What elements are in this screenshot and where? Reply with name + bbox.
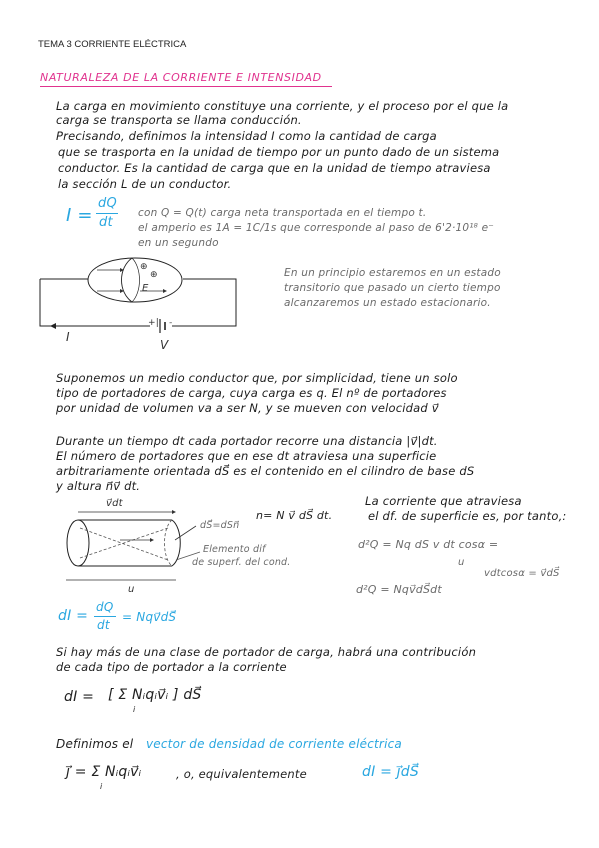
field-label: E: [142, 283, 149, 294]
di-rhs: = Nqv⃗dS⃗: [122, 610, 177, 624]
page-header: TEMA 3 CORRIENTE ELÉCTRICA: [38, 39, 187, 50]
di-fraction-bar: [94, 616, 116, 617]
cylinder-bottom-label: u: [128, 584, 135, 595]
charge-plus-1: ⊕: [140, 262, 148, 272]
di-denominator: dt: [97, 618, 110, 632]
multiple-line-2: de cada tipo de portador a la corriente: [56, 660, 287, 674]
di-numerator: dQ: [96, 600, 114, 614]
intensity-note-3: en un segundo: [138, 237, 219, 249]
intensity-lhs: I =: [66, 205, 93, 226]
carriers-line-3: por unidad de volumen va a ser N, y se mueven con velocidad v⃗: [56, 401, 439, 415]
intensity-numerator: dQ: [98, 196, 117, 211]
during-line-3: arbitrariamente orientada dS⃗ es el contenido en el cilindro de base dS: [56, 464, 475, 478]
intro-line-3: Precisando, definimos la intensidad I como la cantidad de carga: [56, 129, 437, 143]
right-line-1: La corriente que atraviesa: [365, 494, 522, 508]
intensity-note-2: el amperio es 1A = 1C/1s que corresponde al paso de 6'2·10¹⁸ e⁻: [138, 222, 495, 234]
carrier-count-equation: n= N v⃗ dS⃗ dt.: [256, 509, 333, 522]
during-line-2: El número de portadores que en ese dt atraviesa una superficie: [56, 449, 437, 463]
intro-line-2: carga se transporta se llama conducción.: [56, 113, 302, 127]
cylinder-element-label-2: de superf. del cond.: [192, 557, 291, 568]
circuit-note-2: transitorio que pasado un cierto tiempo: [284, 282, 501, 294]
di-lhs: dI =: [58, 608, 88, 624]
current-label: I: [66, 330, 70, 344]
density-middle: , o, equivalentemente: [176, 767, 307, 781]
density-prefix: Definimos el: [56, 737, 134, 751]
cylinder-element-label-1: Elemento dif: [203, 544, 266, 555]
carriers-line-1: Suponemos un medio conductor que, por simplicidad, tiene un solo: [56, 371, 458, 385]
multiple-line-1: Si hay más de una clase de portador de carga, habrá una contribución: [56, 645, 477, 659]
multiple-formula-sub: i: [133, 705, 136, 714]
intensity-note-1: con Q = Q(t) carga neta transportada en el tiempo t.: [138, 207, 427, 219]
right-line-2: el df. de superficie es, por tanto,:: [368, 509, 567, 523]
battery-plus: +|: [148, 318, 159, 328]
intro-line-5: conductor. Es la cantidad de carga que en la unidad de tiempo atraviesa: [58, 161, 491, 175]
intensity-denominator: dt: [99, 215, 113, 230]
charge-plus-2: ⊕: [150, 270, 158, 280]
density-term: vector de densidad de corriente eléctrica: [146, 737, 402, 751]
cylinder-top-label: v⃗dt: [106, 498, 123, 509]
during-line-4: y altura n⃗v⃗ dt.: [56, 479, 141, 493]
right-eq-1: d²Q = Nq dS v dt cosα =: [358, 538, 499, 551]
cylinder-ds-label: dS⃗=dSn⃗: [200, 520, 240, 531]
density-formula-2: dI = j⃗dS⃗: [362, 764, 419, 780]
intro-line-6: la sección L de un conductor.: [58, 177, 232, 191]
circuit-note-3: alcanzaremos un estado estacionario.: [284, 297, 491, 309]
voltage-label: V: [160, 338, 169, 352]
during-line-1: Durante un tiempo dt cada portador recorre una distancia |v⃗|dt.: [56, 434, 438, 448]
density-formula: j⃗ = Σ Nᵢqᵢv⃗ᵢ: [66, 764, 142, 780]
right-eq-2: d²Q = Nqv⃗dS⃗dt: [356, 583, 442, 596]
section-title: NATURALEZA DE LA CORRIENTE E INTENSIDAD: [40, 71, 322, 84]
density-formula-sub: i: [100, 782, 103, 791]
intro-line-1: La carga en movimiento constituye una corriente, y el proceso por el que la: [56, 99, 509, 113]
battery-minus: -: [169, 318, 173, 328]
intro-line-4: que se trasporta en la unidad de tiempo por un punto dado de un sistema: [58, 145, 500, 159]
right-eq-under: u: [458, 557, 465, 568]
right-eq-1b: vdtcosα = v⃗dS⃗: [484, 568, 560, 579]
circuit-note-1: En un principio estaremos en un estado: [284, 267, 501, 279]
multiple-formula-body: [ Σ Nᵢqᵢv⃗ᵢ ] dS⃗: [108, 687, 202, 703]
carriers-line-2: tipo de portadores de carga, cuya carga es q. El nº de portadores: [56, 386, 447, 400]
multiple-formula-lhs: dI =: [64, 689, 94, 705]
